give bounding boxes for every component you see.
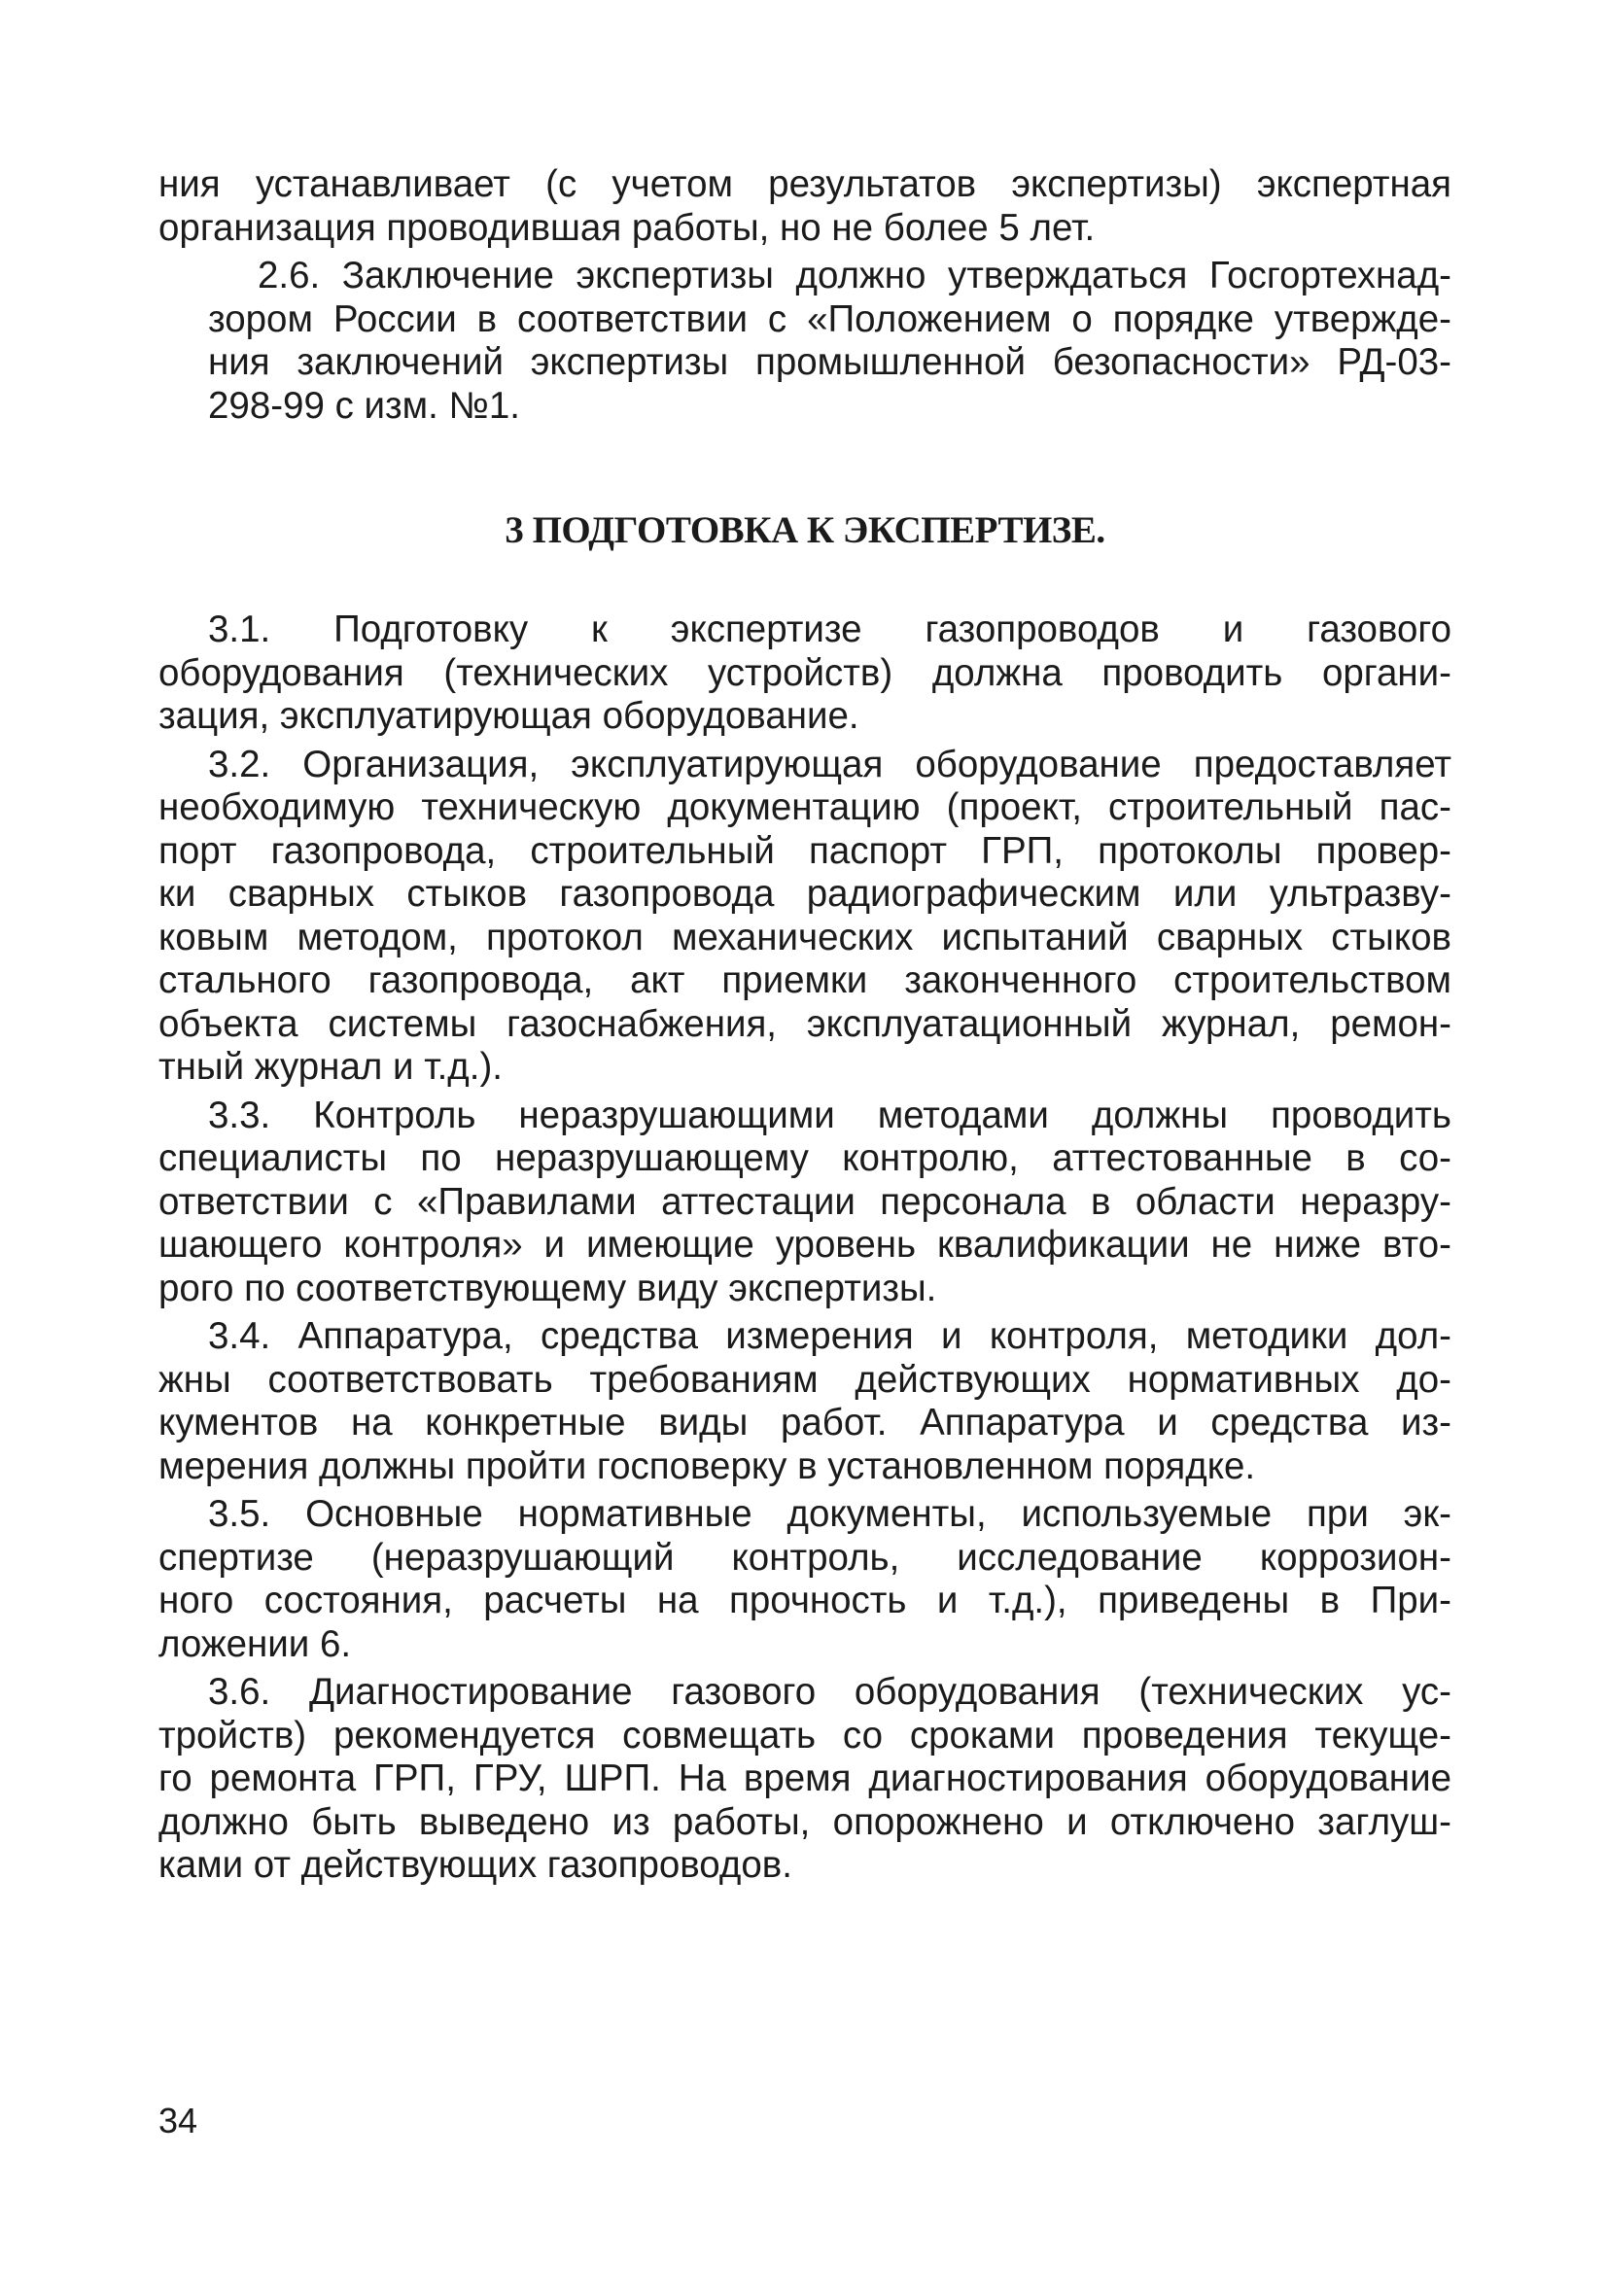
text-line: ного состояния, расчеты на прочность и т.д.), приведены в При- xyxy=(158,1580,1451,1621)
text-line: ки сварных стыков газопровода радиографическим или ультразву- xyxy=(158,873,1451,915)
paragraph-3-6 xyxy=(158,1671,1451,1888)
text-line: должно быть выведено из работы, опорожнено и отключено заглуш- xyxy=(158,1800,1451,1843)
text-line: ложении 6. xyxy=(158,1622,352,1665)
text-line: зором России в соответствии с «Положением о порядке утвержде- xyxy=(208,297,1451,340)
text-line: ответствии с «Правилами аттестации персонала в области неразру- xyxy=(158,1180,1451,1223)
text-line: оборудования (технических устройств) должна проводить органи- xyxy=(158,651,1451,694)
text-line: зация, эксплуатирующая оборудование. xyxy=(158,695,859,737)
text-line: организация проводившая работы, но не более 5 лет. xyxy=(158,206,1096,249)
text-line: рого по соответствующему виду экспертизы. xyxy=(158,1267,937,1309)
text-line: шающего контроля» и имеющие уровень квалификации не ниже вто- xyxy=(158,1224,1451,1266)
text-line: 2.6. Заключение экспертизы должно утверждаться Госгортехнад- xyxy=(258,255,1451,296)
paragraph-2-6 xyxy=(158,255,1451,428)
text-line: 3.2. Организация, эксплуатирующая оборудование предоставляет xyxy=(208,743,1451,785)
text-line: порт газопровода, строительный паспорт ГРП, протоколы провер- xyxy=(158,829,1451,872)
text-line: спертизе (неразрушающий контроль, исследование коррозион- xyxy=(158,1536,1451,1579)
text-line: ками от действующих газопроводов. xyxy=(158,1844,792,1886)
text-line: 3.3. Контроль неразрушающими методами должны проводить xyxy=(208,1094,1451,1136)
paragraph-3-2 xyxy=(158,744,1451,1090)
text-line: 3.4. Аппаратура, средства измерения и контроля, методики дол- xyxy=(208,1315,1451,1357)
text-line: ния устанавливает (с учетом результатов экспертизы) экспертная xyxy=(158,163,1451,205)
text-line: 3.1. Подготовку к экспертизе газопроводов и газового xyxy=(208,609,1451,650)
text-line: кументов на конкретные виды работ. Аппаратура и средства из- xyxy=(158,1402,1451,1444)
text-line: 3.6. Диагностирование газового оборудования (технических ус- xyxy=(208,1671,1451,1713)
text-line: стального газопровода, акт приемки законченного строительством xyxy=(158,959,1451,1001)
text-line: тный журнал и т.д.). xyxy=(158,1046,503,1088)
paragraph-intro xyxy=(158,163,1451,250)
text-line: ковым методом, протокол механических испытаний сварных стыков xyxy=(158,916,1451,958)
text-line: тройств) рекомендуется совмещать со сроками проведения текуще- xyxy=(158,1714,1451,1757)
page-number: 34 xyxy=(158,2101,198,2140)
paragraph-3-4 xyxy=(158,1315,1451,1488)
text-line: необходимую техническую документацию (проект, строительный пас- xyxy=(158,786,1451,828)
paragraph-3-3 xyxy=(158,1095,1451,1311)
text-line: жны соответствовать требованиям действующих нормативных до- xyxy=(158,1358,1451,1401)
text-line: 298-99 с изм. №1. xyxy=(208,384,520,427)
text-block-upper xyxy=(158,163,1451,433)
text-line: объекта системы газоснабжения, эксплуатационный журнал, ремон- xyxy=(158,1002,1451,1045)
text-block-lower xyxy=(158,609,1451,1893)
paragraph-3-1 xyxy=(158,609,1451,739)
section-heading: 3 ПОДГОТОВКА К ЭКСПЕРТИЗЕ. xyxy=(505,509,1105,551)
text-line: ния заключений экспертизы промышленной безопасности» РД-03- xyxy=(208,341,1451,383)
text-line: специалисты по неразрушающему контролю, аттестованные в со- xyxy=(158,1137,1451,1179)
text-line: мерения должны пройти госповерку в установленном порядке. xyxy=(158,1444,1256,1487)
paragraph-3-5 xyxy=(158,1493,1451,1666)
text-line: го ремонта ГРП, ГРУ, ШРП. На время диагностирования оборудование xyxy=(158,1757,1451,1799)
text-line: 3.5. Основные нормативные документы, используемые при эк- xyxy=(208,1493,1451,1535)
